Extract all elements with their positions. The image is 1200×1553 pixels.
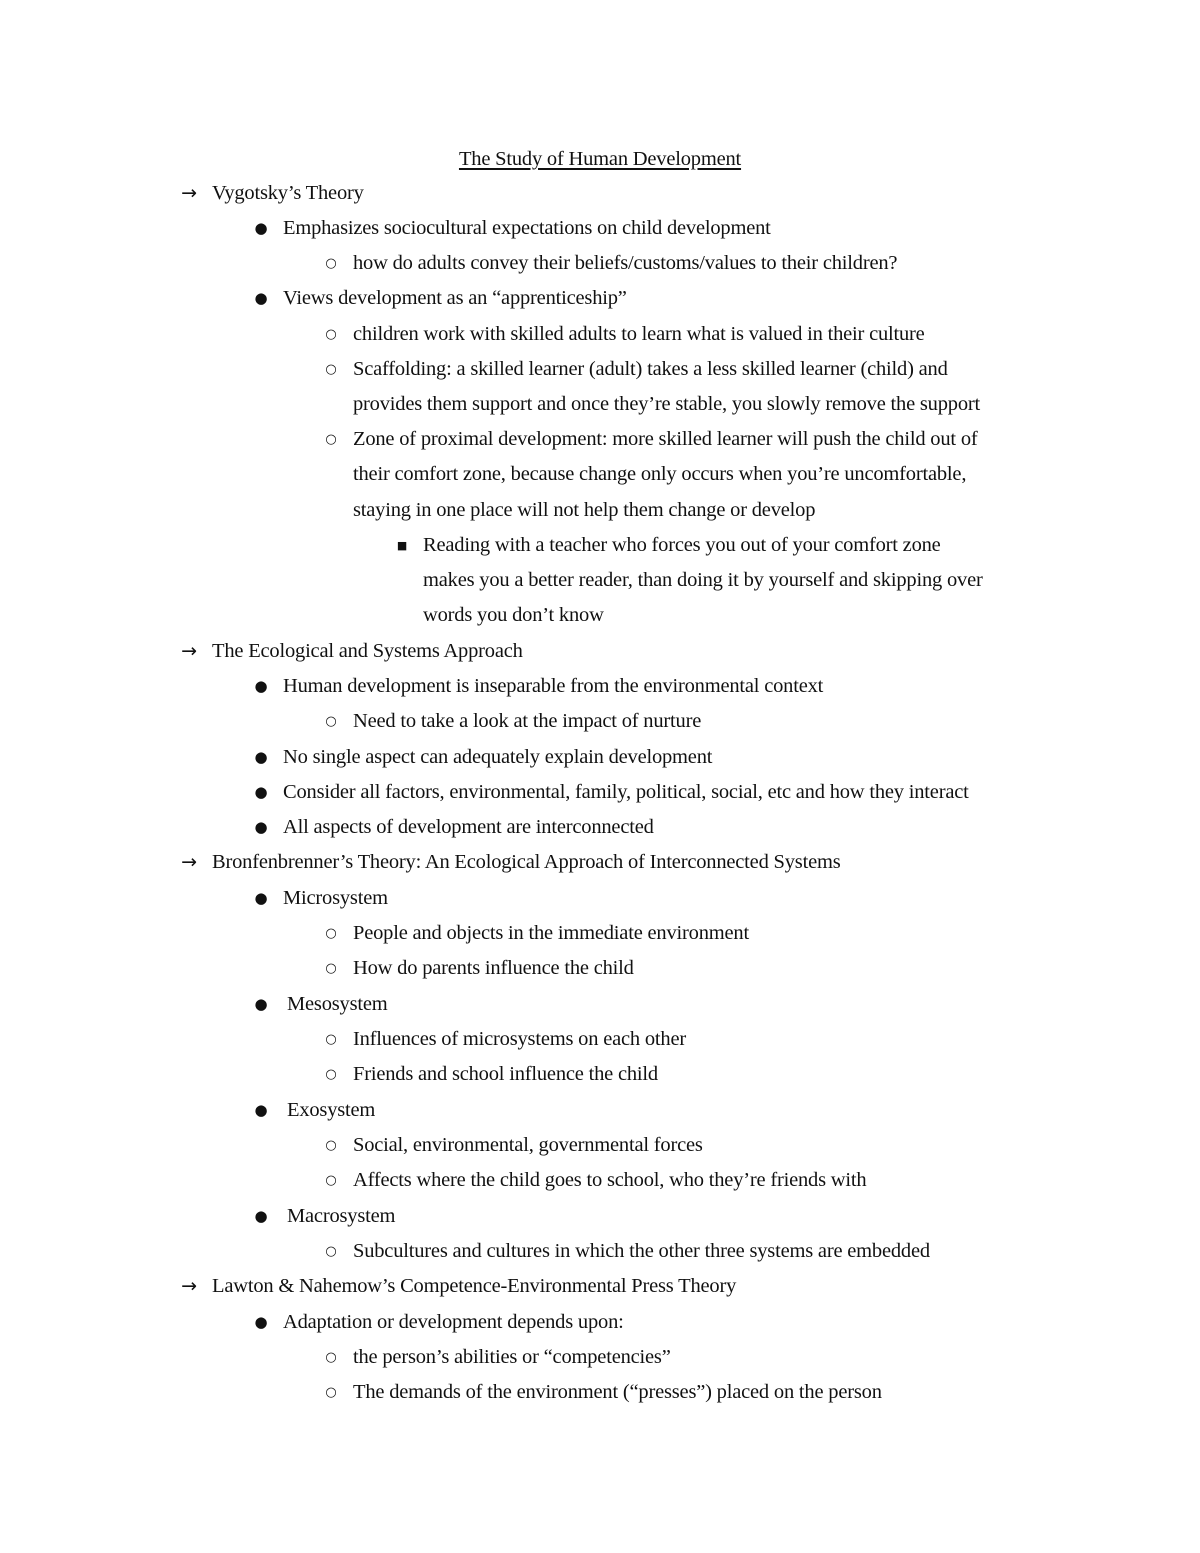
sub-bullet-item: [325, 1022, 686, 1057]
arrow-icon: →: [181, 182, 197, 204]
sub-bullet-text: How do parents influence the child: [353, 957, 634, 979]
sub-bullet-item: [325, 246, 898, 281]
arrow-icon: →: [181, 1275, 197, 1297]
bullet-item: [254, 740, 713, 775]
bullet-item: [254, 211, 771, 246]
bullet-dot-icon: ●: [254, 783, 268, 801]
bullet-text: Adaptation or development depends upon:: [283, 1311, 624, 1333]
sub-sub-bullet-text: Reading with a teacher who forces you out of your comfort zone: [423, 534, 941, 556]
bullet-text: Human development is inseparable from the environmental context: [283, 675, 824, 697]
sub-bullet-item: [325, 1163, 867, 1198]
sub-bullet-text: the person’s abilities or “competencies”: [353, 1346, 671, 1368]
section-heading-text: Lawton & Nahemow’s Competence-Environmental Press Theory: [212, 1275, 737, 1297]
sub-bullet-text: Zone of proximal development: more skilled learner will push the child out of: [353, 428, 978, 450]
bullet-dot-icon: ●: [254, 1207, 268, 1225]
bullet-dot-icon: ●: [254, 1101, 268, 1119]
sub-bullet-item: [325, 1057, 658, 1092]
bullet-item: [254, 775, 969, 810]
bullet-text: All aspects of development are interconnected: [283, 816, 654, 838]
sub-bullet-text: how do adults convey their beliefs/customs/values to their children?: [353, 252, 898, 274]
sub-bullet-item: [325, 1340, 671, 1375]
bullet-dot-icon: ●: [254, 995, 268, 1013]
sub-bullet-item: [325, 1128, 703, 1163]
bullet-circle-icon: ○: [325, 362, 337, 377]
sub-bullet-text: Social, environmental, governmental forces: [353, 1134, 703, 1156]
bullet-dot-icon: ●: [254, 1313, 268, 1331]
bullet-circle-icon: ○: [325, 1138, 337, 1153]
bullet-circle-icon: ○: [325, 1032, 337, 1047]
bullet-item: [254, 669, 824, 704]
bullet-circle-icon: ○: [325, 1244, 337, 1259]
arrow-icon: →: [181, 640, 197, 662]
section-heading: [181, 176, 364, 211]
bullet-circle-icon: ○: [325, 714, 337, 729]
sub-bullet-text: children work with skilled adults to learn what is valued in their culture: [353, 323, 925, 345]
sub-bullet-text: The demands of the environment (“presses”) placed on the person: [353, 1381, 882, 1403]
bullet-item: [254, 987, 388, 1022]
section-heading: [181, 845, 841, 880]
bullet-circle-icon: ○: [325, 1067, 337, 1082]
sub-bullet-text: Affects where the child goes to school, who they’re friends with: [353, 1169, 867, 1191]
bullet-circle-icon: ○: [325, 926, 337, 941]
bullet-text: No single aspect can adequately explain development: [283, 746, 713, 768]
sub-bullet-item: [325, 1375, 882, 1410]
bullet-text: Macrosystem: [287, 1205, 396, 1227]
bullet-item: [254, 1305, 624, 1340]
sub-sub-bullet-continuation: words you don’t know: [423, 604, 604, 626]
sub-bullet-text: Need to take a look at the impact of nurture: [353, 710, 702, 732]
bullet-text: Exosystem: [287, 1099, 376, 1121]
bullet-dot-icon: ●: [254, 748, 268, 766]
sub-bullet-text: People and objects in the immediate environment: [353, 922, 749, 944]
sub-bullet-continuation: provides them support and once they’re stable, you slowly remove the support: [353, 393, 980, 415]
bullet-text: Consider all factors, environmental, family, political, social, etc and how they interact: [283, 781, 969, 803]
bullet-dot-icon: ●: [254, 289, 268, 307]
bullet-dot-icon: ●: [254, 889, 268, 907]
sub-bullet-continuation: their comfort zone, because change only occurs when you’re uncomfortable,: [353, 463, 967, 485]
section-heading: [181, 634, 523, 669]
bullet-item: [254, 1199, 396, 1234]
bullet-item: [254, 881, 388, 916]
section-heading: [181, 1269, 737, 1304]
sub-bullet-item: [325, 704, 702, 739]
sub-bullet-text: Subcultures and cultures in which the other three systems are embedded: [353, 1240, 930, 1262]
document-title: The Study of Human Development: [458, 148, 742, 170]
bullet-text: Microsystem: [283, 887, 388, 909]
bullet-text: Mesosystem: [287, 993, 388, 1015]
bullet-item: [254, 281, 627, 316]
bullet-circle-icon: ○: [325, 432, 337, 447]
arrow-icon: →: [181, 851, 197, 873]
bullet-dot-icon: ●: [254, 818, 268, 836]
bullet-circle-icon: ○: [325, 1173, 337, 1188]
sub-bullet-text: Scaffolding: a skilled learner (adult) takes a less skilled learner (child) and: [353, 358, 948, 380]
sub-bullet-item: [325, 951, 634, 986]
section-heading-text: Bronfenbrenner’s Theory: An Ecological Approach of Interconnected Systems: [212, 851, 841, 873]
sub-bullet-item: [325, 1234, 930, 1269]
bullet-dot-icon: ●: [254, 219, 268, 237]
bullet-item: [254, 1093, 376, 1128]
sub-sub-bullet-item: [396, 528, 941, 563]
bullet-dot-icon: ●: [254, 677, 268, 695]
sub-bullet-item: [325, 352, 948, 387]
bullet-circle-icon: ○: [325, 327, 337, 342]
bullet-square-icon: ■: [396, 539, 408, 552]
bullet-circle-icon: ○: [325, 1385, 337, 1400]
sub-sub-bullet-continuation: makes you a better reader, than doing it by yourself and skipping over: [423, 569, 983, 591]
bullet-circle-icon: ○: [325, 256, 337, 271]
sub-bullet-text: Influences of microsystems on each other: [353, 1028, 686, 1050]
sub-bullet-continuation: staying in one place will not help them change or develop: [353, 499, 816, 521]
section-heading-text: Vygotsky’s Theory: [212, 182, 364, 204]
bullet-circle-icon: ○: [325, 1350, 337, 1365]
bullet-text: Emphasizes sociocultural expectations on child development: [283, 217, 771, 239]
section-heading-text: The Ecological and Systems Approach: [212, 640, 523, 662]
bullet-text: Views development as an “apprenticeship”: [283, 287, 627, 309]
sub-bullet-item: [325, 317, 925, 352]
sub-bullet-item: [325, 916, 749, 951]
bullet-item: [254, 810, 654, 845]
bullet-circle-icon: ○: [325, 961, 337, 976]
sub-bullet-item: [325, 422, 978, 457]
sub-bullet-text: Friends and school influence the child: [353, 1063, 658, 1085]
